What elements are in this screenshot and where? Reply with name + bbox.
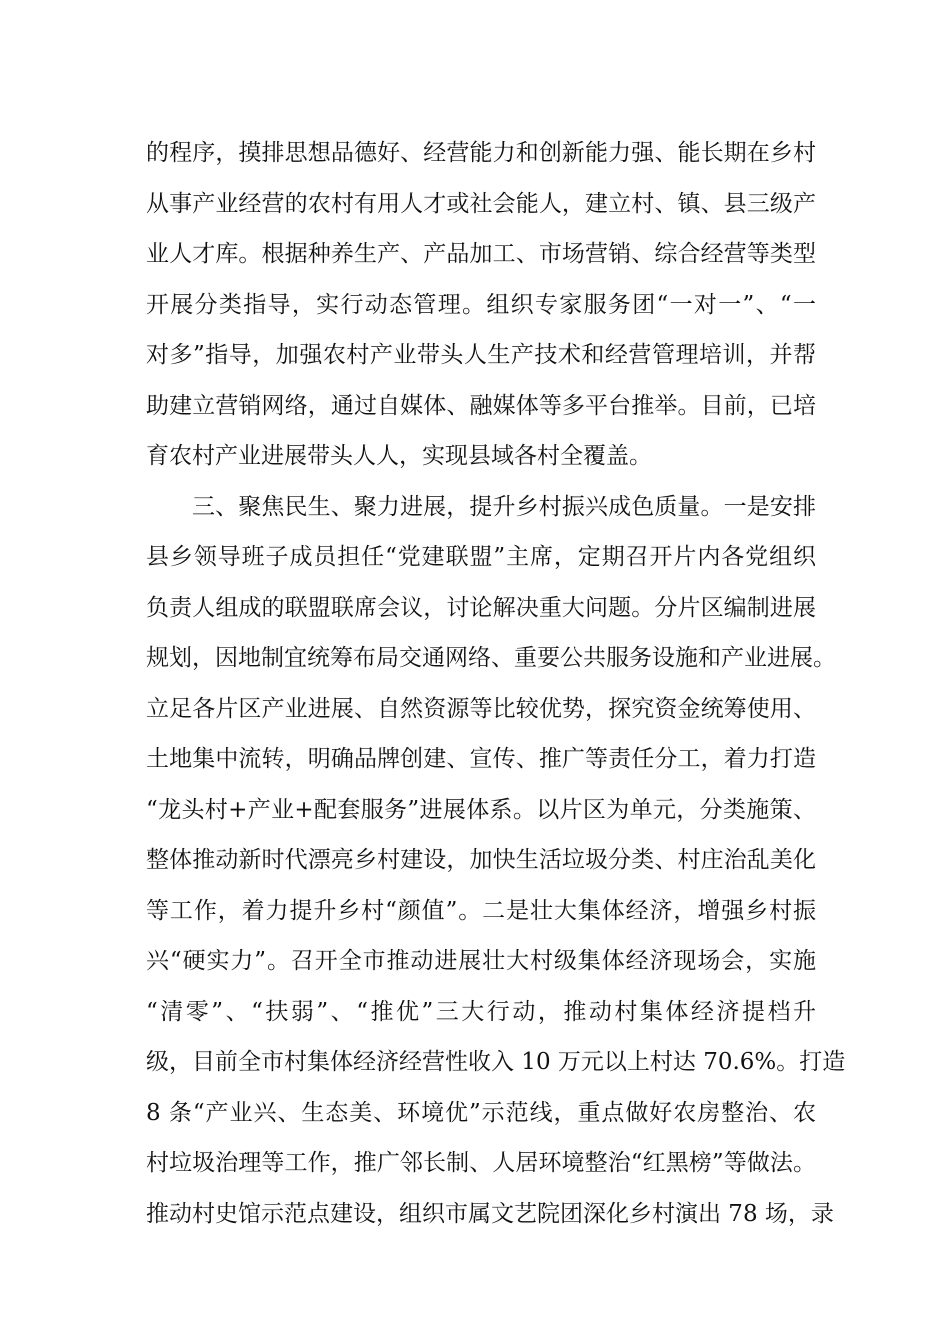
- text-line: 开展分类指导，实行动态管理。组织专家服务团“一对一”、“一: [146, 291, 816, 318]
- text-line: 8 条“产业兴、生态美、环境优”示范线，重点做好农房整治、农: [146, 1099, 816, 1126]
- text-line: 村垃圾治理等工作，推广邻长制、人居环境整治“红黑榜”等做法。: [146, 1150, 816, 1176]
- text-line: 的程序，摸排思想品德好、经营能力和创新能力强、能长期在乡村: [146, 140, 816, 166]
- text-line: 对多”指导，加强农村产业带头人生产技术和经营管理培训，并帮: [146, 342, 816, 368]
- text-line: 土地集中流转，明确品牌创建、宣传、推广等责任分工，着力打造: [146, 746, 816, 772]
- text-line: “龙头村+产业+配套服务”进展体系。以片区为单元，分类施策、: [146, 796, 816, 823]
- text-line: 整体推动新时代漂亮乡村建设，加快生活垃圾分类、村庄治乱美化: [146, 847, 816, 873]
- text-line: “清零”、“扶弱”、“推优”三大行动，推动村集体经济提档升: [146, 998, 816, 1025]
- text-line: 业人才库。根据种养生产、产品加工、市场营销、综合经营等类型: [146, 241, 816, 267]
- text-line: 负责人组成的联盟联席会议，讨论解决重大问题。分片区编制进展: [146, 594, 816, 621]
- body-text: [146, 128, 846, 1239]
- text-line: 从事产业经营的农村有用人才或社会能人，建立村、镇、县三级产: [146, 190, 816, 217]
- text-line: 规划，因地制宜统筹布局交通网络、重要公共服务设施和产业进展。: [146, 645, 836, 671]
- text-line: 等工作，着力提升乡村“颜值”。二是壮大集体经济，增强乡村振: [146, 897, 816, 924]
- text-line: 推动村史馆示范点建设，组织市属文艺院团深化乡村演出 78 场，录: [146, 1200, 834, 1227]
- text-line: 育农村产业进展带头人人，实现县域各村全覆盖。: [146, 443, 652, 469]
- text-line: 助建立营销网络，通过自媒体、融媒体等多平台推举。目前，已培: [146, 392, 816, 419]
- text-line: 级，目前全市村集体经济经营性收入 10 万元以上村达 70.6%。打造: [146, 1049, 846, 1075]
- text-line: 兴“硬实力”。召开全市推动进展壮大村级集体经济现场会，实施: [146, 948, 816, 974]
- paragraph-first-line: 三、聚焦民生、聚力进展，提升乡村振兴成色质量。一是安排: [192, 493, 816, 520]
- text-line: 立足各片区产业进展、自然资源等比较优势，探究资金统筹使用、: [146, 695, 816, 722]
- text-line: 县乡领导班子成员担任“党建联盟”主席，定期召开片内各党组织: [146, 544, 816, 570]
